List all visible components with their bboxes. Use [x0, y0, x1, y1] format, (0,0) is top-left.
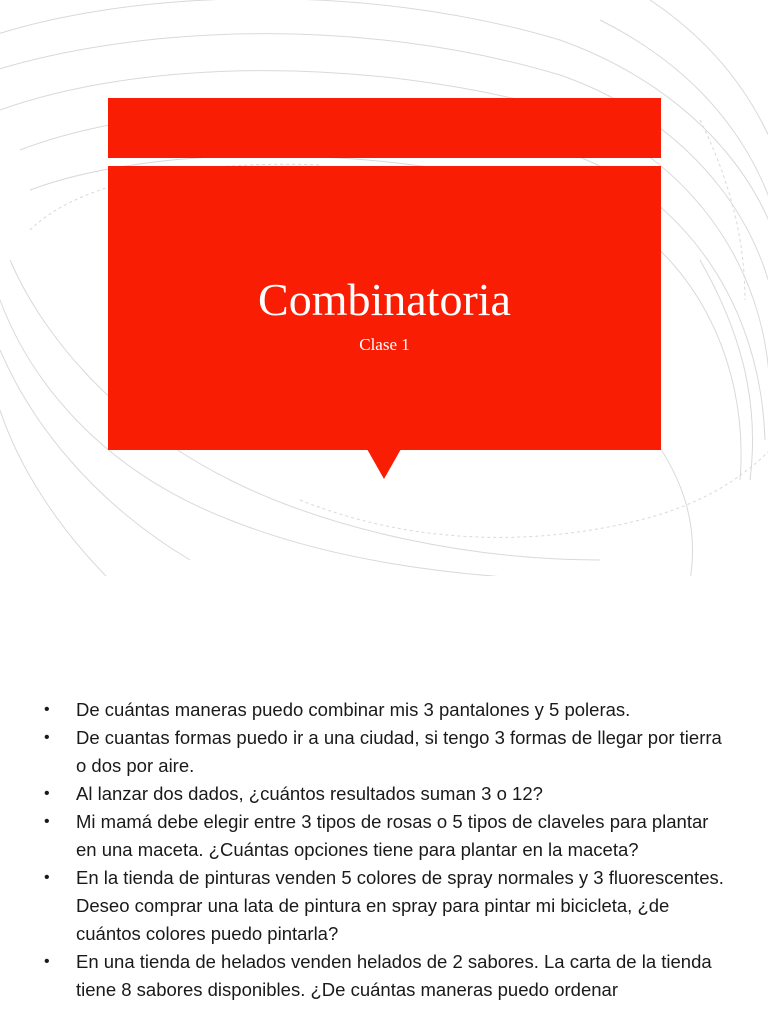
list-item: [0, 808, 768, 864]
bullet-icon: •: [44, 701, 50, 718]
question-list: [0, 696, 768, 1004]
list-item: [0, 948, 768, 1004]
question-text: Al lanzar dos dados, ¿cuántos resultados suman 3 o 12?: [76, 783, 543, 804]
bullet-icon: •: [44, 953, 50, 970]
question-text: De cuantas formas puedo ir a una ciudad, si tengo 3 formas de llegar por tierra o dos por aire.: [76, 727, 722, 776]
question-text: En la tienda de pinturas venden 5 colores de spray normales y 3 fluorescentes. Deseo comprar una lata de pintura en spray para pintar mi bicicleta, ¿de cuántos colores puedo pintarla?: [76, 867, 724, 944]
list-item: [0, 780, 768, 808]
bullet-icon: •: [44, 785, 50, 802]
list-item: [0, 724, 768, 780]
question-text: Mi mamá debe elegir entre 3 tipos de rosas o 5 tipos de claveles para plantar en una maceta. ¿Cuántas opciones tiene para plantar en la maceta?: [76, 811, 709, 860]
list-item: [0, 696, 768, 724]
question-text: En una tienda de helados venden helados de 2 sabores. La carta de la tienda tiene 8 sabores disponibles. ¿De cuántas maneras puedo ordenar: [76, 951, 712, 1000]
title-box: [108, 166, 661, 450]
bullet-icon: •: [44, 813, 50, 830]
header-accent-bar: [108, 98, 661, 158]
list-item: [0, 864, 768, 948]
question-text: De cuántas maneras puedo combinar mis 3 pantalones y 5 poleras.: [76, 699, 631, 720]
slide-title: Combinatoria: [258, 274, 511, 325]
bullet-icon: •: [44, 729, 50, 746]
questions-section: [0, 696, 768, 1024]
slide-subtitle: Clase 1: [359, 335, 410, 354]
callout-pointer: [367, 449, 401, 479]
bullet-icon: •: [44, 869, 50, 886]
